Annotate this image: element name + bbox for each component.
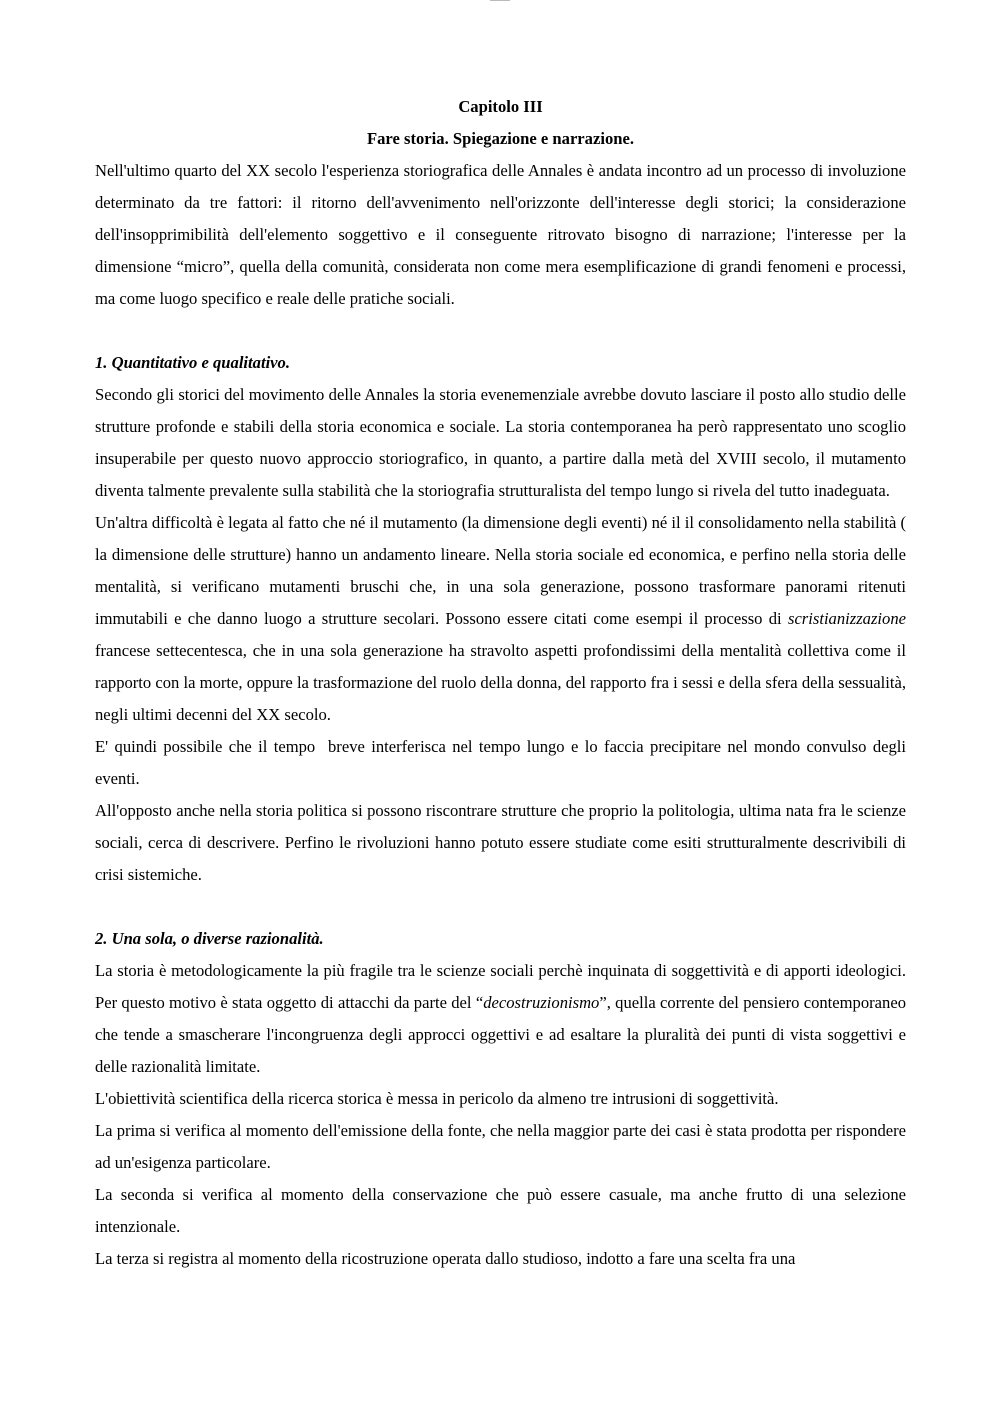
chapter-subtitle: Fare storia. Spiegazione e narrazione. bbox=[367, 129, 634, 148]
intro-paragraph: Nell'ultimo quarto del XX secolo l'esperienza storiografica delle Annales è andata incontro ad un processo di involuzione determinato da tre fattori: il ritorno dell'avvenimento nell'orizzonte dell'interesse degli storici; la considerazione dell'insopprimibilità dell'elemento soggettivo e il conseguente ritrovato bisogno di narrazione; l'interesse per la dimensione “micro”, quella della comunità, considerata non come mera esemplificazione di grandi fenomeni e processi, ma come luogo specifico e reale delle pratiche sociali. bbox=[95, 161, 906, 308]
section-2-paragraph-1-text-b: ”, quella corrente del pensiero contemporaneo che tende a smascherare l'incongruenza degli approcci oggettivi e ad esaltare la pluralità dei punti di vista soggettivi e delle razionalità limitate. bbox=[95, 993, 906, 1076]
section-2-paragraph-1-italic: decostruzionismo bbox=[483, 993, 600, 1012]
top-edge-mark bbox=[490, 0, 510, 3]
section-2-paragraph-3: La prima si verifica al momento dell'emissione della fonte, che nella maggior parte dei casi è stata prodotta per rispondere ad un'esigenza particolare. bbox=[95, 1121, 906, 1172]
section-2-heading: 2. Una sola, o diverse razionalità. bbox=[95, 929, 324, 948]
section-2-paragraph-2: L'obiettività scientifica della ricerca storica è messa in pericolo da almeno tre intrusioni di soggettività. bbox=[95, 1089, 779, 1108]
section-1-paragraph-2-italic: scristianizzazione bbox=[787, 609, 906, 628]
section-2-paragraph-1 bbox=[95, 955, 906, 1083]
section-1-paragraph-2-text-b: francese settecentesca, che in una sola generazione ha stravolto aspetti profondissimi della mentalità collettiva come il rapporto con la morte, oppure la trasformazione del ruolo della donna, del rapporto fra i sessi e della sfera della sessualità, negli ultimi decenni del XX secolo. bbox=[95, 641, 906, 724]
chapter-title: Capitolo III bbox=[458, 97, 543, 116]
section-1-heading: 1. Quantitativo e qualitativo. bbox=[95, 353, 290, 372]
section-1-paragraph-3: E' quindi possibile che il tempo breve interferisca nel tempo lungo e lo faccia precipitare nel mondo convulso degli eventi. bbox=[95, 737, 911, 788]
section-2-paragraph-4: La seconda si verifica al momento della conservazione che può essere casuale, ma anche frutto di una selezione intenzionale. bbox=[95, 1185, 906, 1236]
section-2-paragraph-5: La terza si registra al momento della ricostruzione operata dallo studioso, indotto a fare una scelta fra una bbox=[95, 1249, 796, 1268]
section-1-paragraph-2 bbox=[95, 507, 906, 731]
section-1-paragraph-4: All'opposto anche nella storia politica si possono riscontrare strutture che proprio la politologia, ultima nata fra le scienze sociali, cerca di descrivere. Perfino le rivoluzioni hanno potuto essere studiate come esiti strutturalmente descrivibili di crisi sistemiche. bbox=[95, 801, 906, 884]
section-1-paragraph-1: Secondo gli storici del movimento delle Annales la storia evenemenziale avrebbe dovuto lasciare il posto allo studio delle strutture profonde e stabili della storia economica e sociale. La storia contemporanea ha però rappresentato uno scoglio insuperabile per questo nuovo approccio storiografico, in quanto, a partire dalla metà del XVIII secolo, il mutamento diventa talmente prevalente sulla stabilità che la storiografia strutturalista del tempo lungo si rivela del tutto inadeguata. bbox=[95, 385, 906, 500]
document-page bbox=[95, 91, 911, 1275]
section-2-paragraph-1-text-a: La storia è metodologicamente la più fragile tra le scienze sociali perchè inquinata di soggettività e di apporti ideologici. Per questo motivo è stata oggetto di attacchi da parte del “ bbox=[95, 961, 906, 1012]
section-1-paragraph-2-text-a: Un'altra difficoltà è legata al fatto che né il mutamento (la dimensione degli eventi) né il il consolidamento nella stabilità ( la dimensione delle strutture) hanno un andamento lineare. Nella storia sociale ed economica, e perfino nella storia delle mentalità, si verificano mutamenti bruschi che, in una sola generazione, possono trasformare panorami ritenuti immutabili e che danno luogo a strutture secolari. Possono essere citati come esempi il processo di bbox=[95, 513, 906, 628]
